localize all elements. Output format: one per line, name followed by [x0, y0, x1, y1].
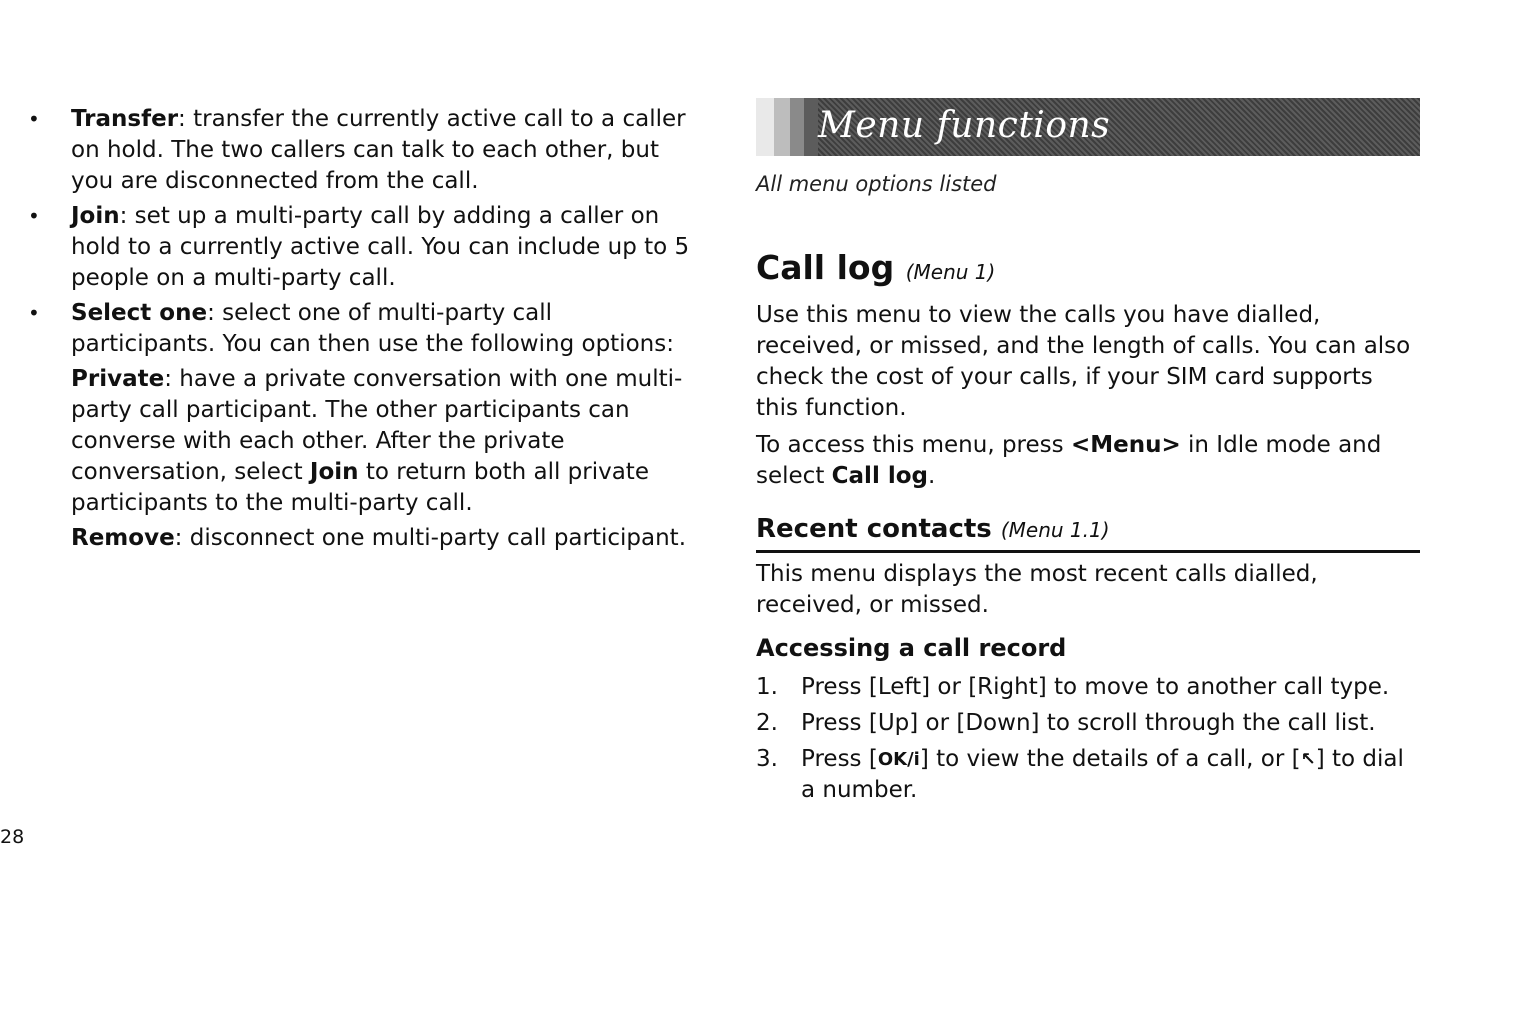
- option-term: Remove: [71, 525, 175, 551]
- steps-list: [756, 672, 1420, 811]
- option-text: : disconnect one multi-party call participant.: [174, 525, 687, 551]
- option-remove: [0, 523, 691, 554]
- bullet-term: Transfer: [71, 106, 179, 132]
- step-text: Press [: [801, 746, 878, 772]
- bullet-term: Select one: [71, 300, 208, 326]
- list-item: [756, 672, 1420, 703]
- option-term: Private: [71, 366, 165, 392]
- dial-key-icon: ↖: [1300, 749, 1316, 770]
- step-text: Press [Left] or [Right] to move to another call type.: [801, 674, 1390, 700]
- step-text: ] to dial a number.: [801, 746, 1404, 803]
- call-log-term: Call log: [831, 463, 928, 489]
- subsection-title: Recent contacts: [756, 514, 992, 544]
- step-number: 3.: [756, 746, 778, 772]
- access-text: in Idle mode and select: [756, 432, 1382, 489]
- banner-title: Menu functions: [818, 105, 1111, 146]
- access-paragraph: [756, 430, 1420, 492]
- step-text: Press [Up] or [Down] to scroll through the call list.: [801, 710, 1376, 736]
- bullet-join: [0, 201, 691, 294]
- ok-key-icon: OK/i: [877, 749, 920, 770]
- bullet-dot-icon: •: [28, 301, 40, 325]
- access-text: To access this menu, press: [756, 432, 1071, 458]
- step-number: 1.: [756, 674, 778, 700]
- section-menu-ref: (Menu 1): [905, 260, 996, 284]
- menu-key: <Menu>: [1070, 432, 1181, 458]
- banner-decoration: [756, 98, 818, 156]
- bullet-dot-icon: •: [28, 204, 40, 228]
- subsection-heading: [756, 514, 1420, 553]
- list-item: [756, 708, 1420, 739]
- access-text: .: [927, 463, 936, 489]
- option-join-term: Join: [309, 459, 359, 485]
- bullet-text: : select one of multi-party call participants. You can then use the following options:: [71, 300, 674, 357]
- bullet-dot-icon: •: [28, 107, 40, 131]
- bullet-text: : set up a multi-party call by adding a caller on hold to a currently active call. You can include up to 5 people on a multi-party call.: [71, 203, 690, 291]
- accessing-heading: Accessing a call record: [756, 634, 1067, 662]
- bullet-text: : transfer the currently active call to a caller on hold. The two callers can talk to each other, but you are disconnected from the call.: [71, 106, 686, 194]
- option-private: [0, 364, 691, 519]
- bullet-select-one: [0, 298, 691, 360]
- page-number: 28: [0, 826, 25, 848]
- intro-paragraph: Use this menu to view the calls you have dialled, received, or missed, and the length of calls. You can also check the cost of your calls, if your SIM card supports this function.: [756, 302, 1411, 421]
- section-heading: [756, 248, 995, 287]
- option-text: to return both all private participants to the multi-party call.: [71, 459, 649, 516]
- option-text: : have a private conversation with one multi-party call participant. The other participants can converse with each other. After the private conversation, select: [71, 366, 683, 485]
- bullet-transfer: [0, 104, 691, 197]
- banner-subtitle: All menu options listed: [756, 172, 997, 196]
- bullet-list: [0, 104, 700, 554]
- list-item: [756, 744, 1420, 806]
- section-banner: [756, 98, 1420, 156]
- bullet-term: Join: [71, 203, 120, 229]
- subsection-menu-ref: (Menu 1.1): [1000, 518, 1110, 542]
- step-number: 2.: [756, 710, 778, 736]
- recent-paragraph: This menu displays the most recent calls dialled, received, or missed.: [756, 561, 1318, 618]
- section-title: Call log: [756, 248, 895, 287]
- step-text: ] to view the details of a call, or [: [919, 746, 1301, 772]
